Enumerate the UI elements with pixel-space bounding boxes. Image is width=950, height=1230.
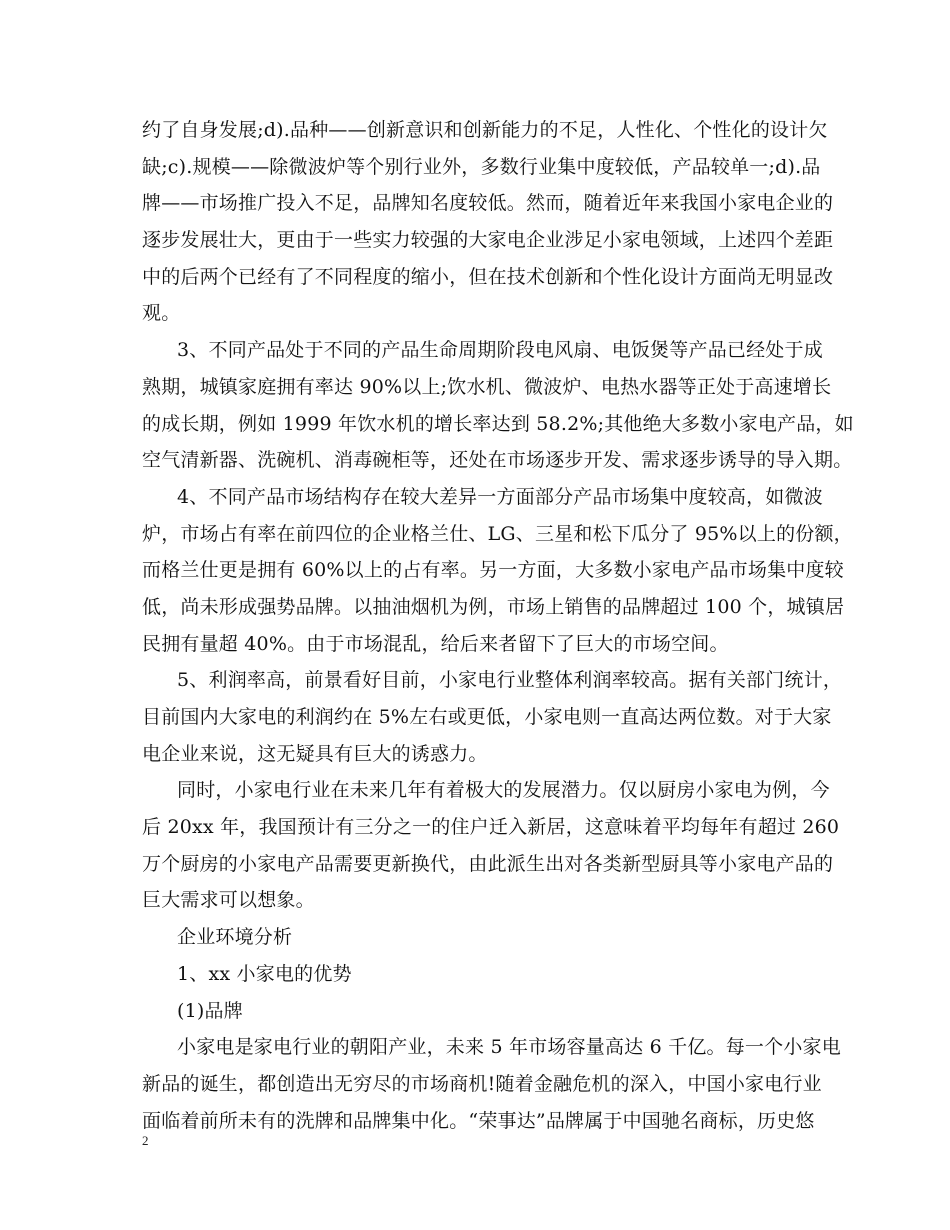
text-line: 的成长期，例如 1999 年饮水机的增长率达到 58.2%;其他绝大多数小家电产品，如 xyxy=(142,412,854,435)
document-body xyxy=(142,112,854,1139)
text-line: 企业环境分析 xyxy=(177,926,293,949)
text-line: 同时，小家电行业在未来几年有着极大的发展潜力。仅以厨房小家电为例，今 xyxy=(177,779,830,802)
text-line: 1、xx 小家电的优势 xyxy=(177,962,352,985)
text-line: 低，尚未形成强势品牌。以抽油烟机为例，市场上销售的品牌超过 100 个，城镇居 xyxy=(142,595,845,618)
text-line: 目前国内大家电的利润约在 5%左右或更低，小家电则一直高达两位数。对于大家 xyxy=(142,706,832,728)
text-line: 面临着前所未有的洗牌和品牌集中化。“荣事达”品牌属于中国驰名商标，历史悠 xyxy=(142,1109,815,1132)
text-line: 约了自身发展;d).品种——创新意识和创新能力的不足，人性化、个性化的设计欠 xyxy=(142,119,828,141)
text-line: 观。 xyxy=(142,302,181,325)
text-line: 3、不同产品处于不同的产品生命周期阶段电风扇、电饭煲等产品已经处于成 xyxy=(177,339,823,362)
text-line: (1)品牌 xyxy=(177,999,243,1022)
text-line: 熟期，城镇家庭拥有率达 90%以上;饮水机、微波炉、电热水器等正处于高速增长 xyxy=(142,375,832,398)
text-line: 后 20xx 年，我国预计有三分之一的住户迁入新居，这意味着平均每年有超过 260 xyxy=(142,816,840,839)
text-line: 缺;c).规模——除微波炉等个别行业外，多数行业集中度较低，产品较单一;d).品 xyxy=(142,155,821,178)
text-line: 而格兰仕更是拥有 60%以上的占有率。另一方面，大多数小家电产品市场集中度较 xyxy=(142,559,844,582)
text-line: 民拥有量超 40%。由于市场混乱，给后来者留下了巨大的市场空间。 xyxy=(142,632,729,655)
text-line: 中的后两个已经有了不同程度的缩小，但在技术创新和个性化设计方面尚无明显改 xyxy=(142,265,834,288)
text-line: 逐步发展壮大，更由于一些实力较强的大家电企业涉足小家电领域，上述四个差距 xyxy=(142,229,834,252)
text-line: 小家电是家电行业的朝阳产业，未来 5 年市场容量高达 6 千亿。每一个小家电 xyxy=(177,1036,841,1059)
text-line: 炉，市场占有率在前四位的企业格兰仕、LG、三星和松下瓜分了 95%以上的份额， xyxy=(142,522,853,545)
text-line: 万个厨房的小家电产品需要更新换代，由此派生出对各类新型厨具等小家电产品的 xyxy=(142,852,834,875)
text-line: 电企业来说，这无疑具有巨大的诱惑力。 xyxy=(142,742,488,765)
text-line: 4、不同产品市场结构存在较大差异一方面部分产品市场集中度较高，如微波 xyxy=(177,485,823,508)
page-number: 2 xyxy=(142,1133,149,1148)
text-line: 5、利润率高，前景看好目前，小家电行业整体利润率较高。据有关部门统计， xyxy=(177,669,843,692)
text-line: 巨大需求可以想象。 xyxy=(142,889,315,912)
text-line: 新品的诞生，都创造出无穷尽的市场商机!随着金融危机的深入，中国小家电行业 xyxy=(142,1072,822,1095)
text-line: 空气清新器、洗碗机、消毒碗柜等，还处在市场逐步开发、需求逐步诱导的导入期。 xyxy=(142,449,853,472)
text-line: 牌——市场推广投入不足，品牌知名度较低。然而，随着近年来我国小家电企业的 xyxy=(142,192,834,215)
